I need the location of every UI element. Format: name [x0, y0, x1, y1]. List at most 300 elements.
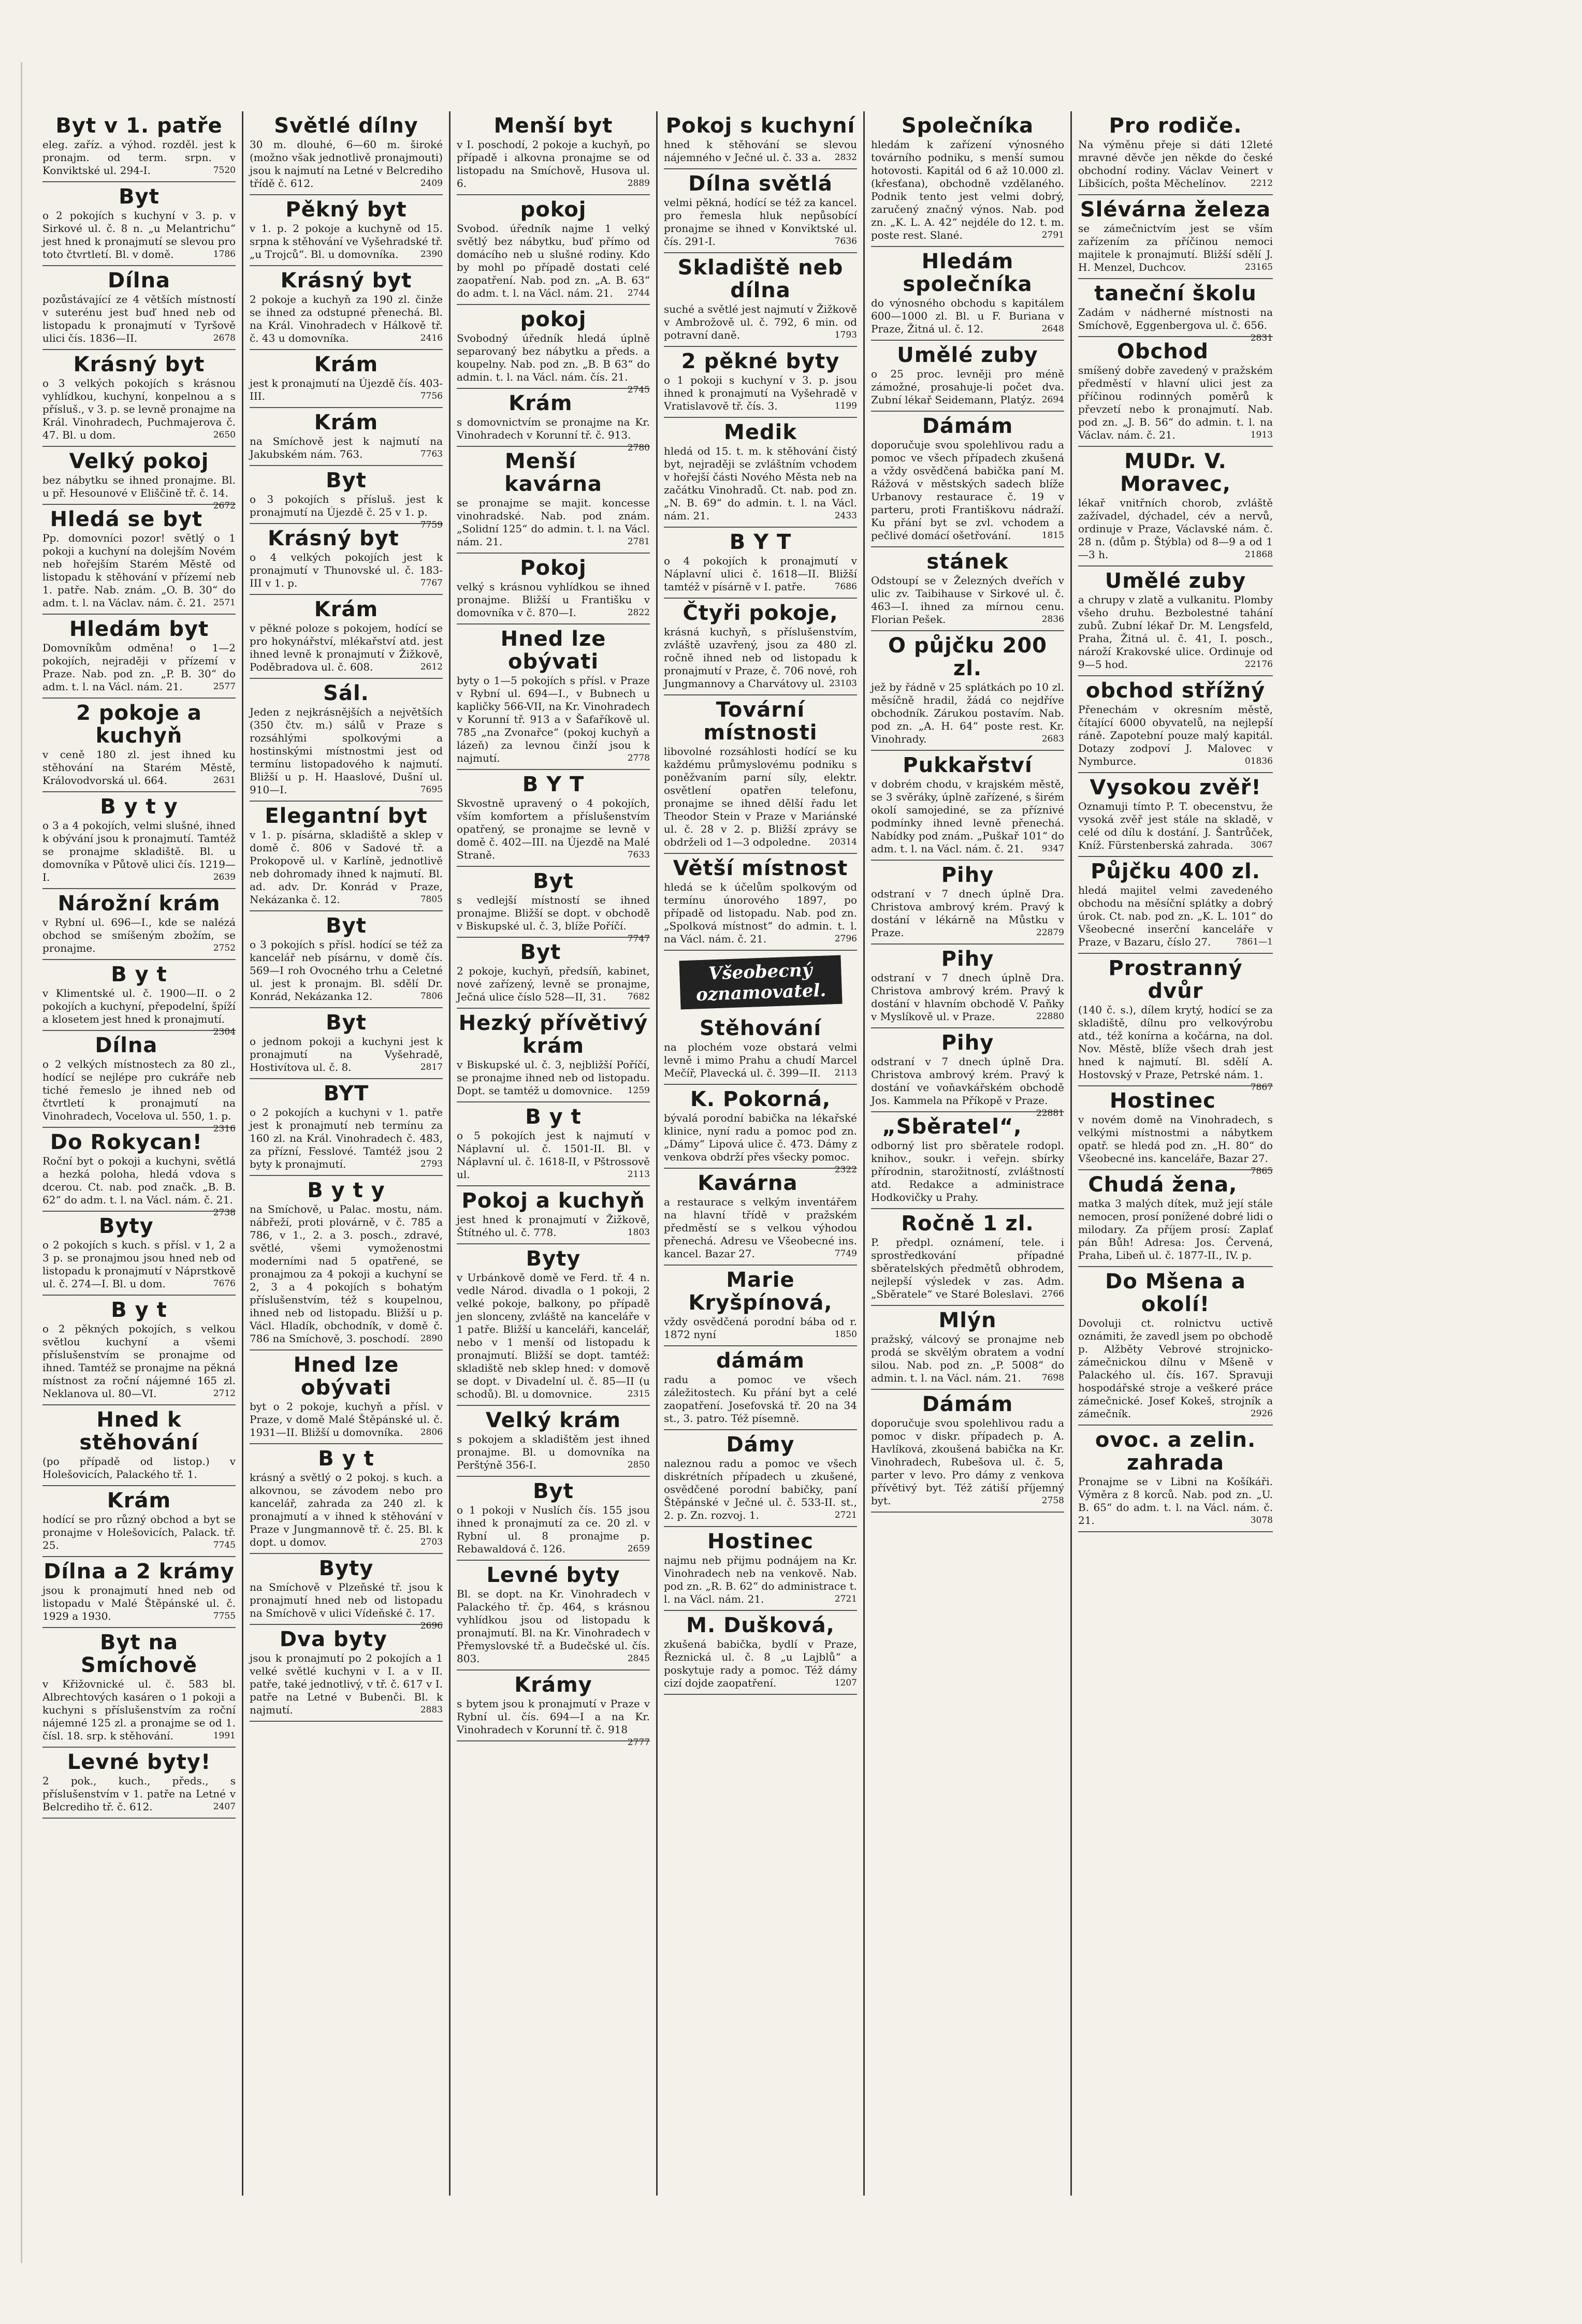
- ad-text: [1078, 1004, 1273, 1093]
- ad-body: o 2 pokojích s kuchyní v 3. p. v Sirkové ul. č. 8 n. „u Melantrichu“ jest hned k pronajmutí se slevou pro toto čtvrtletí. Bl. v domě.: [42, 209, 236, 260]
- classified-ad: [42, 447, 236, 511]
- ad-body: pozůstávající ze 4 větších místností v suterénu jest buď hned neb od listopadu k pronajmutí v Tyršově ulici čís. 1836—II.: [42, 293, 236, 344]
- ad-text: [250, 138, 443, 190]
- ad-body: na Smíchově v Plzeňské tř. jsou k pronajmutí hned neb od listopadu na Smíchově v ulici Vídeňské č. 17.: [250, 1581, 443, 1619]
- ad-number: 2721: [834, 1594, 857, 1604]
- classified-ad: [664, 1266, 857, 1346]
- column-4: [658, 111, 865, 2196]
- classified-ad: [1078, 676, 1273, 773]
- ad-number: 22879: [1036, 927, 1064, 938]
- ad-body: jest k pronajmutí na Újezdě čís. 403-III.: [250, 377, 443, 402]
- classified-ad: [871, 111, 1064, 247]
- ad-body: o 3 pokojích s přísl. hodící se též za kancelář neb písárnu, v domě čís. 569—I roh Ovocného trhu a Celetné ul. jest k pronajm. Bl. sdělí Dr. Konrád, Nekázanka 12.: [250, 938, 443, 1003]
- classified-ad: [457, 624, 650, 770]
- ad-text: [457, 222, 650, 300]
- ad-number: 2113: [627, 1169, 650, 1180]
- ad-text: [42, 1058, 236, 1134]
- classified-ad: [1078, 195, 1273, 279]
- ad-title: Menší kavárna: [504, 449, 602, 496]
- ad-number: 2683: [1041, 734, 1064, 744]
- ad-number: 2571: [213, 598, 236, 608]
- ad-text: [457, 1271, 650, 1401]
- classified-ad: [871, 751, 1064, 861]
- ad-number: 7682: [627, 992, 650, 1002]
- classified-ad: [42, 699, 236, 792]
- classified-ad: [871, 1390, 1064, 1513]
- ad-title: B y t: [111, 963, 167, 986]
- classified-ad: [664, 111, 857, 169]
- ad-title: Pihy: [941, 863, 994, 887]
- ad-text: [871, 888, 1064, 939]
- ad-body: krásný a světlý o 2 pokoj. s kuch. a alkovnou, se závodem nebo pro kancelář, zahrada za 240 zl. k pronajmutí a v ihned k stěhování v Praze v Jungmannově tř. č. 25. Bl. k dopt. u domov.: [250, 1471, 443, 1548]
- ad-number: 2744: [627, 288, 650, 298]
- ad-title: Pihy: [941, 947, 994, 971]
- ad-title: B y t y: [307, 1179, 385, 1202]
- ad-number: 2721: [834, 1510, 857, 1520]
- classified-ad: [664, 1014, 857, 1085]
- ad-body: o 1 pokoji s kuchyní v 3. p. jsou ihned k pronajmutí na Vyšehradě v Vratislavově tř. čís. 3.: [664, 374, 857, 412]
- ad-number: 01836: [1244, 756, 1273, 766]
- ad-number: 2322: [834, 1165, 857, 1175]
- ad-title: Levné byty: [486, 1563, 620, 1587]
- ad-body: krásná kuchyň, s příslušenstvím, zvláště uzavřený, jsou za 480 zl. ročně ihned neb od listopadu k pronajmutí v Praze, č. 706 nové, roh Jungmannovy a Charvátovy ul.: [664, 626, 857, 690]
- ad-number: 2672: [213, 501, 236, 511]
- ad-number: 2778: [627, 753, 650, 763]
- ad-body: Přenechám v okresním městě, čítající 6000 obyvatelů, na nejlepší ráně. Zapotební pouze malý kapitál. Dotazy zodpoví J. Malovec v Nymburce.: [1078, 703, 1273, 767]
- classified-ad: [42, 1031, 236, 1134]
- ad-text: [1078, 497, 1273, 561]
- ad-text: [664, 1554, 857, 1606]
- ad-title: dámám: [716, 1349, 805, 1373]
- ad-title: Chudá žena,: [1088, 1173, 1238, 1197]
- ad-title: Byt: [533, 869, 574, 893]
- ad-title: B y t: [525, 1105, 582, 1129]
- ad-text: [457, 1433, 650, 1472]
- ad-title: Tovární místnosti: [703, 698, 818, 745]
- ad-body: o 3 velkých pokojích s krásnou vyhlídkou, kuchyní, konpelnou a s přísluš., v 3. p. se levně pronajme na Král. Vinohradech, Puchmajerova č. 47. Bl. u dom.: [42, 377, 236, 441]
- classified-ad: [664, 253, 857, 347]
- ad-text: [664, 745, 857, 849]
- classified-ad: [250, 679, 443, 802]
- ad-text: [1078, 1197, 1273, 1262]
- ad-title: M. Dušková,: [686, 1614, 835, 1637]
- ad-number: 2832: [834, 152, 857, 163]
- ad-number: 1803: [627, 1227, 650, 1238]
- ad-title: Stěhování: [699, 1016, 822, 1040]
- ad-text: [1078, 306, 1273, 343]
- ad-number: 2850: [627, 1460, 650, 1470]
- classified-ad: [457, 447, 650, 554]
- ad-number: 1786: [213, 249, 236, 259]
- ad-text: [42, 819, 236, 884]
- ad-text: [250, 551, 443, 590]
- classified-ad: [1078, 337, 1273, 447]
- ad-text: [457, 797, 650, 862]
- ad-text: [664, 196, 857, 248]
- ad-text: [250, 222, 443, 261]
- ad-title: BYT: [323, 1082, 369, 1106]
- ad-body: hledá se k účelům spolkovým od termínu únorového 1897, po případě od listopadu. Nab. pod zn. „Spolková místnost“ do admin. t. l. na Václ. nám. č. 21.: [664, 881, 857, 945]
- ad-number: 7636: [834, 236, 857, 246]
- classified-ad: [250, 911, 443, 1008]
- classified-ad: [664, 347, 857, 418]
- ad-title: pokoj: [520, 308, 587, 331]
- ad-title: Umělé zuby: [897, 343, 1038, 367]
- classified-ad: [871, 1112, 1064, 1209]
- ad-text: [664, 374, 857, 413]
- classified-ad: [871, 1209, 1064, 1306]
- ad-body: 2 pokoje a kuchyň za 190 zl. činže se ihned za odstupné přenechá. Bl. na Král. Vinohradech v Hálkově tř. č. 43 u domovníka.: [250, 293, 443, 344]
- ad-text: [42, 209, 236, 261]
- classified-ad: [42, 1748, 236, 1819]
- classified-ad: [871, 631, 1064, 751]
- ad-body: v novém domě na Vinohradech, s velkými místnostmi a nábytkem opatř. se hledá pod zn. „H. 80“ do Všeobecné ins. kanceláře, Bazar 27.: [1078, 1113, 1273, 1165]
- ad-body: odborný list pro sběratele rodopl. knihov., soukr. i veřejn. sbírky přírodnin, starožitností, zvláštností atd. Redakce a administrace Hodkovičky u Prahy.: [871, 1139, 1064, 1203]
- ad-text: [1078, 593, 1273, 671]
- ad-text: [1078, 222, 1273, 274]
- ad-number: 2113: [834, 1068, 857, 1078]
- ad-text: [871, 1055, 1064, 1119]
- ad-text: [1078, 1113, 1273, 1176]
- ad-number: 22881: [1036, 1108, 1064, 1119]
- ad-body: Skvostně upravený o 4 pokojích, vším komfortem a příslušenstvím opatřený, se pronajme se levně v domě č. 402—III. na Újezdě na Malé Straně.: [457, 797, 650, 861]
- ad-title: Čtyři pokoje,: [683, 601, 838, 625]
- ad-number: 2791: [1041, 230, 1064, 240]
- classified-ad: [457, 867, 650, 944]
- ad-title: Sál.: [323, 681, 369, 705]
- classified-ad: [42, 350, 236, 447]
- classified-ad: [42, 111, 236, 182]
- ad-body: Pp. domovníci pozor! světlý o 1 pokoji a kuchyní na dolejším Novém neb hořejším Starém Městě od listopadu k stěhování v přízemí neb 1. patře. Nab. znám. „O. B. 30“ do adm. t. l. na Václav. nám. č. 21.: [42, 532, 236, 609]
- ad-body: a restaurace s velkým inventářem na hlavní třídě v pražském předměstí se s velkou výhodou přenechá. Adresu ve Všeobecné ins. kancel. Bazar 27.: [664, 1196, 857, 1260]
- ad-number: 2407: [213, 1802, 236, 1812]
- ad-number: 2612: [420, 662, 443, 672]
- ad-title: Menší byt: [494, 114, 613, 138]
- ad-body: doporučuje svou spolehlivou radu a pomoc v diskr. případech p. A. Havlíková, zkoušená babička na Kr. Vinohradech, Rubešova ul. č. 5, parter v levo. Pro dámy z venkova přívětivý byt. Též zátiší příjemný byt.: [871, 1417, 1064, 1507]
- classified-ad: [250, 1625, 443, 1722]
- classified-ad: [871, 547, 1064, 631]
- ad-body: odstraní v 7 dnech úplně Dra. Christova ambrový krém. Pravý k dostání v hlavním obchodě V. Paňky v Myslíkově ul. v Praze.: [871, 971, 1064, 1023]
- classified-ad: [1078, 954, 1273, 1093]
- ad-text: [664, 881, 857, 946]
- ad-body: 2 pok., kuch., předs., s příslušenstvím v 1. patře na Letné v Belcrediho tř. č. 612.: [42, 1775, 236, 1813]
- ad-text: [250, 377, 443, 403]
- ad-body: bývalá porodní babička na lékařské klinice, nyní radu a pomoc pod zn. „Dámy“ Lipová ulice č. 473. Dámy z venkova obdrží přes všecky pomoc.: [664, 1112, 857, 1163]
- ad-number: 2883: [420, 1705, 443, 1715]
- ad-body: radu a pomoc ve všech záležitostech. Ku přání byt a celé zaopatření. Josefovská tř. 20 na 34 st., 3. patro. Též písemně.: [664, 1373, 857, 1425]
- ad-number: 2890: [420, 1333, 443, 1344]
- classified-ad: [457, 1406, 650, 1477]
- classified-ad: [42, 182, 236, 266]
- ad-number: 2315: [627, 1389, 650, 1399]
- ad-text: [42, 1513, 236, 1552]
- ad-number: 22176: [1244, 659, 1273, 670]
- ad-text: [42, 377, 236, 442]
- ad-number: 2694: [1041, 395, 1064, 405]
- ad-title: stánek: [926, 550, 1009, 574]
- ad-text: [42, 474, 236, 511]
- ad-title: Velký pokoj: [69, 449, 209, 473]
- ad-body: velmi pěkná, hodící se též za kancel. pro řemesla hluk nepůsobící pronajme se ihned v Konviktské ul. čís. 291-I.: [664, 196, 857, 248]
- ad-body: do výnosného obchodu s kapitálem 600—1000 zl. Bl. u F. Buriana v Praze, Žitná ul. č. 12.: [871, 297, 1064, 335]
- ad-body: o 4 pokojích k pronajmutí v Náplavní ulici č. 1618—II. Bližší tamtéž v písárně v I. patře.: [664, 555, 857, 593]
- classified-ad: [457, 1186, 650, 1244]
- ad-number: 2712: [213, 1388, 236, 1399]
- ad-text: [664, 1112, 857, 1175]
- ad-text: [42, 1323, 236, 1400]
- ad-text: [250, 706, 443, 796]
- classified-ad: [664, 854, 857, 951]
- ad-body: s vedlejší místností se ihned pronajme. Bližší se dopt. v obchodě v Biskupské ul. č. 3, blíže Poříčí.: [457, 894, 650, 932]
- ad-number: 7695: [420, 785, 443, 795]
- ad-number: 7763: [420, 449, 443, 459]
- ad-body: o 2 pěkných pokojích, s velkou světlou kuchyní a všemi příslušenstvím se pronajme od ihned. Tamtéž se pronajme na pěkná místnost za roční nájemné 165 zl. Neklanova ul. 80—VI.: [42, 1323, 236, 1400]
- column-6: [1072, 111, 1279, 2196]
- ad-body: pražský, válcový se pronajme neb prodá se skvělým obratem a vodní silou. Nab. pod zn. „P. 5008“ do admin. t. l. na Václ. nám. 21.: [871, 1333, 1064, 1384]
- ad-number: 2745: [627, 385, 650, 395]
- ad-number: 1207: [834, 1678, 857, 1688]
- ad-body: hledám k zařízení výnosného továrního podniku, s menší sumou hotovosti. Kapitál od 6 až 10.000 zl. (křesťana), obchodně vzdělaného. Podnik tento jest velmi dobrý, zaručený značný výnos. Nab. pod zn. „K. L. A. 42“ nejdéle do 12. t. m. poste rest. Slané.: [871, 138, 1064, 241]
- ad-title: Dílna a 2 krámy: [43, 1560, 235, 1584]
- oznamovatel-banner: Všeobecný oznamovatel.: [679, 955, 842, 1010]
- ad-body: se pronajme se majit. koncesse vinohradské. Nab. pod znám. „Solidní 125“ do admin. t. l. na Václ. nám. 21.: [457, 497, 650, 548]
- classified-ad: [457, 1102, 650, 1186]
- ad-title: B y t: [111, 1298, 167, 1322]
- classified-ad: [664, 1169, 857, 1266]
- ad-title: Prostranný dvůr: [1108, 956, 1243, 1003]
- ad-title: Skladiště neb dílna: [677, 256, 844, 302]
- classified-ad: [42, 1296, 236, 1405]
- ad-title: Byt: [326, 1011, 367, 1035]
- ad-text: [42, 1155, 236, 1218]
- ad-number: 2648: [1041, 324, 1064, 334]
- ad-number: 2416: [420, 333, 443, 343]
- ad-title: Pokoj s kuchyní: [665, 114, 855, 138]
- ad-number: 7755: [213, 1611, 236, 1621]
- ad-text: [42, 987, 236, 1037]
- classified-ad: [871, 1306, 1064, 1390]
- ad-text: [250, 938, 443, 1003]
- ad-text: [664, 1638, 857, 1690]
- ad-text: [457, 674, 650, 765]
- classified-ad: [457, 1477, 650, 1561]
- ad-number: 23103: [829, 678, 857, 689]
- classified-ad: [42, 889, 236, 960]
- ad-title: Byt: [326, 914, 367, 938]
- ad-number: 2777: [627, 1737, 650, 1748]
- ad-title: Do Mšena a okolí!: [1105, 1270, 1246, 1316]
- ad-number: 3078: [1250, 1515, 1273, 1526]
- ad-number: 2316: [213, 1124, 236, 1134]
- ad-body: Svobodný úředník hledá úplně separovaný bez nábytku a předs. a koupelny. Nab. pod zn. „B. B 63“ do admin. t. l. na Václ. nám. čís. 21.: [457, 332, 650, 383]
- classified-ad: [664, 528, 857, 599]
- ad-title: Krám: [509, 391, 573, 415]
- classified-ad: [42, 1212, 236, 1296]
- ad-body: hledá od 15. t. m. k stěhování čistý byt, nejraději se zvláštním vchodem v hořejší části Nového Města neb na začátku Vinohradů. Ct. nab. pod zn. „N. B. 69“ do admin. t. l. na Václ. nám. 21.: [664, 445, 857, 522]
- ad-number: 2845: [627, 1653, 650, 1664]
- ad-title: O půjčku 200 zl.: [888, 634, 1047, 680]
- ad-body: v Rybní ul. 696—I., kde se nalézá obchod se smíšeným zbožím, se pronajme.: [42, 916, 236, 954]
- ad-text: [664, 1373, 857, 1425]
- classified-ad: [250, 1554, 443, 1631]
- ad-text: [871, 1333, 1064, 1385]
- ad-number: 2822: [627, 607, 650, 618]
- ad-number: 7865: [1250, 1166, 1273, 1176]
- ad-number: 7756: [420, 391, 443, 401]
- ad-body: o 4 velkých pokojích jest k pronajmutí v Thunovské ul. č. 183-III v 1. p.: [250, 551, 443, 589]
- ad-number: 1199: [834, 401, 857, 411]
- ad-body: Domovníkům odměna! o 1—2 pokojích, nejraději v přízemí v Praze. Nab. pod zn. „P. B. 30“ do adm. t. l. na Václ. nám. 21.: [42, 642, 236, 693]
- ad-text: [250, 1106, 443, 1171]
- ad-body: jež by řádně v 25 splátkách po 10 zl. měsíčně hradil, žádá co nejdříve obchodník. Zárukou postavím. Nab. pod zn. „A. H. 64“ poste rest. Kr. Vinohrady.: [871, 681, 1064, 745]
- ad-title: Byt: [520, 940, 561, 964]
- ad-title: Medik: [724, 420, 797, 444]
- ad-title: Obchod: [1116, 340, 1209, 364]
- classified-ad: [457, 389, 650, 453]
- ad-text: [42, 1678, 236, 1742]
- ad-text: [664, 1041, 857, 1080]
- ad-text: [250, 829, 443, 906]
- ad-number: 1913: [1250, 430, 1273, 440]
- ad-number: 2766: [1041, 1289, 1064, 1299]
- classified-ad: [42, 1128, 236, 1218]
- classified-ad: [871, 412, 1064, 547]
- ad-number: 3067: [1250, 840, 1273, 850]
- ad-body: v 1. p. písárna, skladiště a sklep v domě č. 806 v Sadové tř. a Prokopově ul. v Karlíně, jednotlivě neb dohromady ihned k najmutí. Bl. ad. adv. Dr. Konrád v Praze, Nekázanka č. 12.: [250, 829, 443, 906]
- ad-body: Odstoupí se v Železných dveřích v ulic zv. Taibihause v Sirkové ul. č. 463—I. ihned za mírnou cenu. Florian Pešek.: [871, 574, 1064, 626]
- ad-text: [250, 435, 443, 461]
- ad-title: Krásný byt: [73, 353, 205, 376]
- classified-ad: [457, 770, 650, 867]
- classified-ad: [1078, 773, 1273, 857]
- classified-ad: [457, 1244, 650, 1406]
- ad-text: [457, 1588, 650, 1665]
- ad-title: Dílna: [95, 1034, 158, 1057]
- classified-ad: [250, 266, 443, 350]
- ad-body: s bytem jsou k pronajmutí v Praze v Rybní ul. čís. 694—I a na Kr. Vinohradech v Korunní tř. č. 918: [457, 1697, 650, 1736]
- ad-text: [42, 138, 236, 177]
- ad-text: [457, 1697, 650, 1748]
- ad-body: hodící se pro různý obchod a byt se pronajme v Holešovicích, Palack. tř. 25.: [42, 1513, 236, 1551]
- ad-body: 30 m. dlouhé, 6—60 m. široké (možno však jednotlivě pronajmouti) jsou k najmutí na Letné v Belcrediho třídě č. 612.: [250, 138, 443, 190]
- classified-ad: [1078, 1086, 1273, 1176]
- classified-ad: [457, 938, 650, 1009]
- ad-number: 2796: [834, 934, 857, 944]
- classified-ad: [457, 305, 650, 395]
- ad-number: 2409: [420, 178, 443, 188]
- ad-text: [457, 1129, 650, 1181]
- ad-text: [1078, 138, 1273, 190]
- ad-title: Levné byty!: [67, 1750, 211, 1774]
- classified-ad: [664, 1085, 857, 1175]
- classified-ad: [42, 1405, 236, 1486]
- ad-text: [457, 332, 650, 395]
- ad-body: matka 3 malých dítek, muž její stále nemocen, prosí ponížené dobré lidi o milodary. Za příjem prosí: Zaplať pán Bůh! Adresa: Jos. Červená, Praha, Libeň ul. č. 1877-II., IV. p.: [1078, 1197, 1273, 1261]
- ad-body: (140 č. s.), dílem krytý, hodící se za skladiště, dílnu pro velkovýrobu atd., též konírna a kočárna, na dol. Nov. Městě, blíže všech drah jest hned k najmutí. Bl. sdělí A. Hostovský v Praze, Petrské nám. 1.: [1078, 1004, 1273, 1081]
- ad-number: 1850: [834, 1329, 857, 1340]
- ad-text: [664, 1196, 857, 1260]
- ad-number: 1815: [1041, 530, 1064, 541]
- classified-ad: [42, 1557, 236, 1628]
- ad-body: hledá majitel velmi zavedeného obchodu na měsíční splátky a dobrý úrok. Ct. nab. pod zn. „K. L. 101“ do Všeobecné inserční kanceláře v Praze, v Bazaru, číslo 27.: [1078, 884, 1273, 948]
- classified-ad: [250, 1079, 443, 1176]
- ad-title: Větší místnost: [673, 856, 848, 880]
- ad-title: Dámy: [726, 1433, 795, 1457]
- ad-number: 2926: [1250, 1408, 1273, 1419]
- ad-body: se zámečnictvím jest se vším zařízením za příčinou nemoci majitele k pronajmutí. Bližší sdělí J. H. Menzel, Duchcov.: [1078, 222, 1273, 273]
- ad-title: Umělé zuby: [1105, 569, 1246, 593]
- classified-ad: [250, 1444, 443, 1554]
- ad-text: [42, 1775, 236, 1813]
- ad-title: Krásný byt: [267, 527, 399, 550]
- classified-ad: [664, 1527, 857, 1611]
- classified-ad: [1078, 279, 1273, 343]
- ad-number: 2631: [213, 775, 236, 786]
- page-fold-line: [21, 62, 22, 2263]
- classified-ad: [250, 466, 443, 530]
- ad-title: Společníka: [901, 114, 1034, 138]
- ad-title: Krám: [314, 411, 379, 434]
- ad-body: Roční byt o pokoji a kuchyni, světlá a hezká poloha, hledá vdova s dcerou. Ct. nab. pod značk. „B. B. 62“ do adm. t. l. na Václ. nám. č. 21.: [42, 1155, 236, 1206]
- ad-number: 7747: [627, 934, 650, 944]
- classified-ad: [871, 247, 1064, 341]
- ad-text: [457, 1058, 650, 1097]
- ad-text: [871, 574, 1064, 626]
- ad-title: Ročně 1 zl.: [901, 1212, 1034, 1236]
- ad-title: Pokoj: [520, 556, 587, 580]
- ad-text: [250, 1203, 443, 1345]
- ad-text: [871, 971, 1064, 1023]
- ad-body: na Smíchově, u Palac. mostu, nám. nábřeží, proti plovárně, v č. 785 a 786, v 1., 2. a 3. posch., zdravé, světlé, všemi vymoženostmi moderními nad 5 opatřené, se pronajmou za 4 pokoji a kuchyní se 2, 3 a 4 pokojích s bohatým příslušenstvím, též s koupelnou, ihned neb od listopadu. Bližší u p. Václ. Hladík, obchodník, v domě č. 786 na Smíchově, 3. poschodí.: [250, 1203, 443, 1345]
- ad-title: Dílna: [107, 269, 171, 293]
- ad-text: [871, 1139, 1064, 1204]
- ad-number: 7749: [834, 1248, 857, 1259]
- ad-text: [42, 1455, 236, 1481]
- ad-text: [457, 1213, 650, 1239]
- ad-body: o 5 pokojích jest k najmutí v Náplavní ul. č. 1501-II. Bl. v Náplavní ul. č. 1618-II, v Pštrossově ul.: [457, 1129, 650, 1181]
- ad-body: o 3 pokojích s přísluš. jest k pronajmutí na Újezdě č. 25 v 1. p.: [250, 493, 443, 518]
- ad-number: 2678: [213, 333, 236, 343]
- ad-number: 2752: [213, 943, 236, 953]
- classified-ad: [250, 408, 443, 466]
- ad-text: [250, 622, 443, 674]
- ad-body: suché a světlé jest najmutí v Žižkově v Ambrožově ul. č. 792, 6 min. od potravní daně.: [664, 303, 857, 341]
- ad-number: 2696: [420, 1621, 443, 1631]
- ad-title: 2 pokoje a kuchyň: [76, 701, 202, 748]
- ad-body: Svobod. úředník najme 1 velký světlý bez nábytku, buď přímo od domácího neb u slušné rodiny. Kdo by mohl po případě dostati celé zaopatření. Nab. pod zn. „A. B. 63“ do adm. t. l. na Václ. nám. 21.: [457, 222, 650, 299]
- classified-ad: [457, 195, 650, 305]
- ad-number: 2817: [420, 1062, 443, 1072]
- column-5: [865, 111, 1072, 2196]
- ad-text: [42, 1584, 236, 1623]
- ad-text: [1078, 1475, 1273, 1527]
- ad-body: v Biskupské ul. č. 3, nejbližší Poříčí, se pronajme ihned neb od listopadu. Dopt. se tamtéž u domovnice.: [457, 1058, 650, 1097]
- ad-body: (po případě od listop.) v Holešovicích, Palackého tř. 1.: [42, 1455, 236, 1480]
- ad-body: eleg. zaříz. a výhod. rozděl. jest k pronajm. od term. srpn. v Konviktské ul. 294-I.: [42, 138, 236, 177]
- ad-text: [871, 681, 1064, 746]
- ad-title: Byt: [533, 1479, 574, 1503]
- ad-number: 20314: [829, 837, 857, 847]
- ad-body: o 25 proc. levněji pro méně zámožné, prosahuje-li počet dva. Zubní lékař Seidemann, Platýz.: [871, 368, 1064, 406]
- classified-ad: [250, 1350, 443, 1444]
- ad-body: odstraní v 7 dnech úplně Dra. Christova ambrový krém. Pravý k dostání v lékárně na Můstku v Praze.: [871, 888, 1064, 939]
- ad-title: Pihy: [941, 1031, 994, 1055]
- ad-text: [664, 138, 857, 164]
- classified-ad: [457, 111, 650, 195]
- ad-number: 7633: [627, 850, 650, 860]
- ad-number: 7867: [1250, 1082, 1273, 1093]
- classified-ad: [871, 1028, 1064, 1119]
